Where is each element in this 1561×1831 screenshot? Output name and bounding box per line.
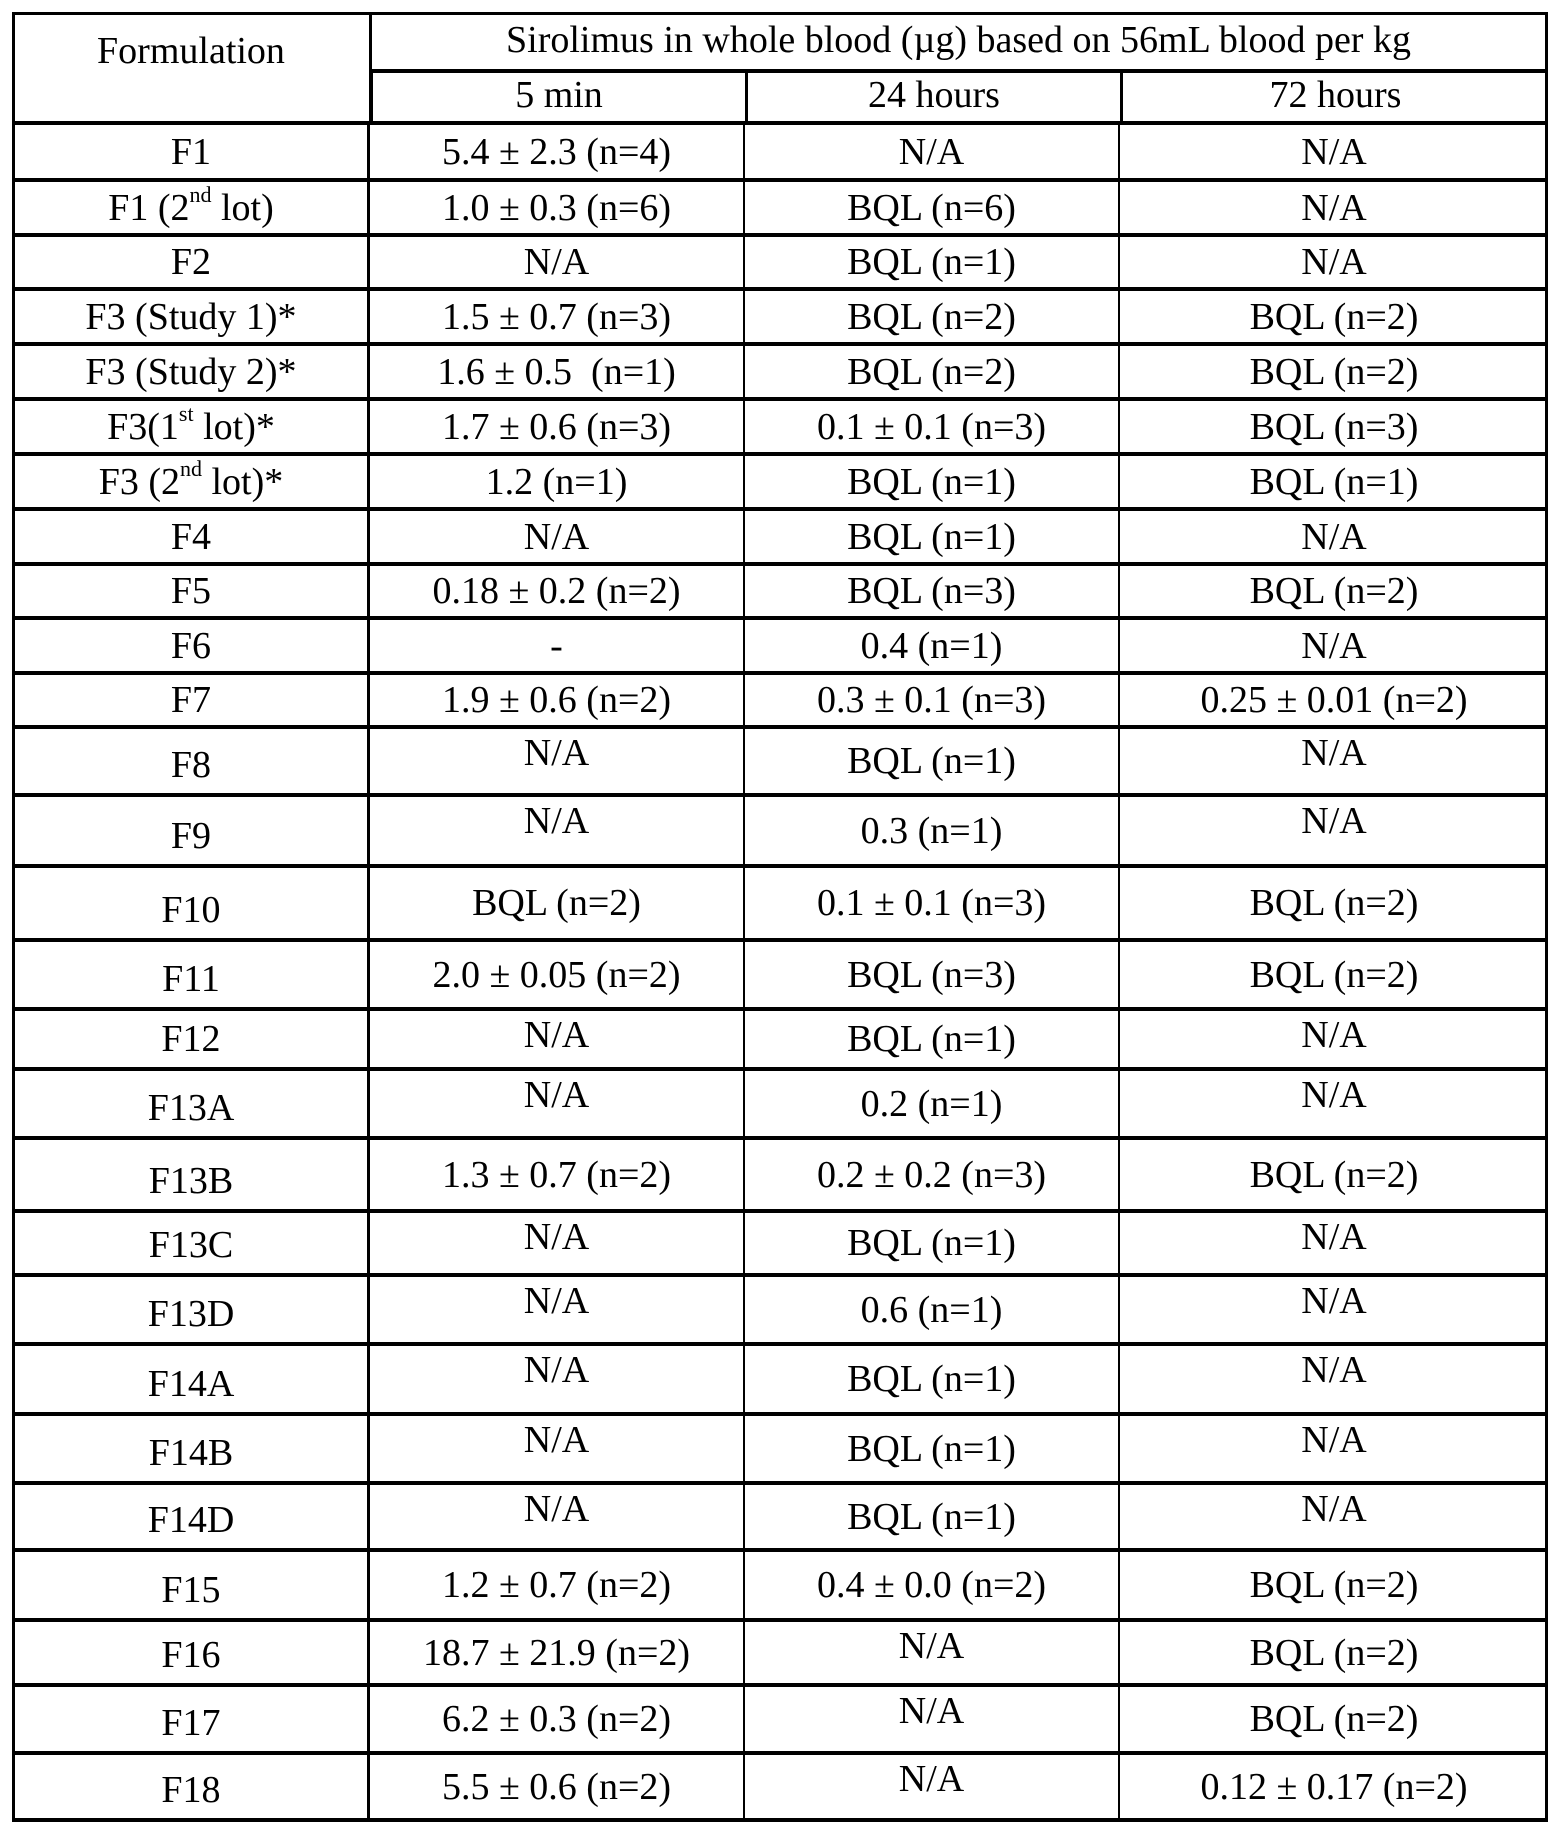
- cell-value: 0.3 ± 0.1 (n=3): [816, 679, 1047, 721]
- formulation-suffix: lot): [211, 186, 274, 229]
- table-row: [15, 1273, 1545, 1342]
- table-row: [15, 725, 1545, 793]
- formulation-cell: [15, 1622, 367, 1683]
- formulation-cell: [15, 125, 367, 178]
- formulation-cell: [15, 1213, 367, 1273]
- cell-value: BQL (n=1): [847, 241, 1016, 283]
- value-72h-cell: [1118, 291, 1548, 342]
- value-72h-cell: [1118, 942, 1548, 1007]
- value-5min-cell: [367, 729, 743, 793]
- value-24h-cell: [743, 1213, 1118, 1273]
- value-5min-cell: [367, 291, 743, 342]
- formulation-label: F13B: [148, 1160, 234, 1202]
- value-24h-cell: [743, 125, 1118, 178]
- formulation-cell: [15, 1277, 367, 1342]
- cell-value: 0.2 (n=1): [860, 1082, 1003, 1125]
- formulation-label: F13C: [148, 1224, 234, 1266]
- formulation-label: F5: [170, 570, 212, 612]
- value-72h-cell: [1118, 182, 1548, 233]
- table-row: [15, 178, 1545, 233]
- cell-value: N/A: [1301, 1216, 1367, 1258]
- value-72h-cell: [1118, 1755, 1548, 1818]
- value-24h-cell: [743, 868, 1118, 938]
- formulation-suffix: lot)*: [193, 405, 275, 448]
- value-72h-cell: [1118, 511, 1548, 562]
- value-24h-cell: [743, 1071, 1118, 1136]
- formulation-label: F14A: [147, 1363, 235, 1405]
- formulation-label: F15: [161, 1569, 221, 1611]
- formulation-cell: [15, 1687, 367, 1751]
- table-row: [15, 233, 1545, 287]
- formulation-cell: [15, 346, 367, 397]
- table-row: [15, 864, 1545, 938]
- cell-value: BQL (n=1): [847, 1495, 1016, 1538]
- formulation-label: F9: [170, 815, 212, 857]
- cell-value: 0.18 ± 0.2 (n=2): [432, 570, 681, 612]
- value-24h-cell: [743, 346, 1118, 397]
- table-row: [15, 1683, 1545, 1751]
- formulation-cell: [15, 1346, 367, 1412]
- formulation-suffix: lot)*: [202, 460, 284, 503]
- value-5min-cell: [367, 1485, 743, 1548]
- cell-value: BQL (n=1): [847, 1018, 1016, 1060]
- value-24h-cell: [743, 1277, 1118, 1342]
- table-row: [15, 287, 1545, 342]
- value-5min-cell: [367, 511, 743, 562]
- value-24h-cell: [743, 1622, 1118, 1683]
- cell-value: N/A: [1301, 800, 1367, 842]
- table-row: [15, 1067, 1545, 1136]
- cell-value: 1.3 ± 0.7 (n=2): [441, 1153, 672, 1196]
- table-body: [12, 121, 1548, 1822]
- formulation-cell: [15, 511, 367, 562]
- cell-value: 1.0 ± 0.3 (n=6): [441, 186, 672, 229]
- value-24h-cell: [743, 182, 1118, 233]
- formulation-label: F12: [161, 1018, 221, 1060]
- value-5min-cell: [367, 675, 743, 725]
- formulation-superscript: nd: [189, 181, 212, 207]
- cell-value: 0.4 (n=1): [860, 624, 1003, 667]
- cell-value: 0.4 ± 0.0 (n=2): [816, 1564, 1047, 1606]
- cell-value: N/A: [523, 1014, 590, 1056]
- value-24h-cell: [743, 942, 1118, 1007]
- value-24h-cell: [743, 1552, 1118, 1618]
- cell-value: BQL (n=2): [847, 295, 1016, 338]
- formulation-cell: [15, 942, 367, 1007]
- value-72h-cell: [1118, 729, 1548, 793]
- sirolimus-group-header: Sirolimus in whole blood (µg) based on 56mL blood per kg: [369, 15, 1545, 69]
- cell-value: BQL (n=1): [847, 515, 1016, 558]
- formulation-cell: [15, 237, 367, 287]
- value-24h-cell: [743, 797, 1118, 864]
- cell-value: N/A: [1301, 186, 1367, 229]
- cell-value: BQL (n=6): [847, 186, 1016, 229]
- cell-value: N/A: [1301, 241, 1367, 283]
- cell-value: N/A: [898, 1625, 965, 1667]
- cell-value: 1.2 ± 0.7 (n=2): [441, 1564, 672, 1606]
- value-72h-cell: [1118, 1687, 1548, 1751]
- cell-value: BQL (n=3): [847, 570, 1016, 612]
- table-row: [15, 1342, 1545, 1412]
- cell-value: BQL (n=2): [847, 350, 1016, 393]
- formulation-cell: [15, 1485, 367, 1548]
- cell-value: BQL (n=2): [1249, 1564, 1419, 1606]
- value-5min-cell: [367, 1213, 743, 1273]
- formulation-cell: [15, 1140, 367, 1209]
- value-24h-cell: [743, 1011, 1118, 1067]
- value-72h-cell: [1118, 1213, 1548, 1273]
- value-24h-cell: [743, 675, 1118, 725]
- formulation-cell: [15, 868, 367, 938]
- value-24h-cell: [743, 1416, 1118, 1481]
- cell-value: 0.12 ± 0.17 (n=2): [1200, 1765, 1468, 1808]
- cell-value: N/A: [1301, 624, 1367, 667]
- cell-value: -: [550, 624, 563, 667]
- formulation-label: F13D: [147, 1293, 235, 1335]
- value-72h-cell: [1118, 620, 1548, 671]
- cell-value: 0.25 ± 0.01 (n=2): [1200, 679, 1468, 721]
- formulation-superscript: st: [178, 400, 194, 426]
- cell-value: 1.5 ± 0.7 (n=3): [441, 295, 672, 338]
- cell-value: BQL (n=1): [1249, 460, 1419, 503]
- timepoint-header-72h: 72 hours: [1120, 69, 1548, 124]
- formulation-label: F17: [161, 1702, 221, 1744]
- formulation-label: F10: [161, 889, 221, 931]
- table-row: [15, 121, 1545, 178]
- formulation-cell: [15, 620, 367, 671]
- value-72h-cell: [1118, 456, 1548, 507]
- formulation-label: F3 (Study 1)*: [85, 295, 297, 338]
- table-row: [15, 507, 1545, 562]
- value-72h-cell: [1118, 675, 1548, 725]
- value-24h-cell: [743, 511, 1118, 562]
- formulation-label: F11: [162, 958, 220, 1000]
- cell-value: N/A: [523, 1280, 590, 1322]
- cell-value: 5.5 ± 0.6 (n=2): [441, 1765, 672, 1808]
- table-row: [15, 1209, 1545, 1273]
- value-72h-cell: [1118, 1011, 1548, 1067]
- value-5min-cell: [367, 401, 743, 452]
- sirolimus-blood-table: [12, 12, 1548, 1822]
- formulation-cell: [15, 1011, 367, 1067]
- formulation-cell: [15, 1552, 367, 1618]
- value-5min-cell: [367, 1755, 743, 1818]
- value-5min-cell: [367, 1622, 743, 1683]
- table-row: [15, 938, 1545, 1007]
- formulation-superscript: nd: [180, 455, 202, 481]
- timepoint-header-5min: 5 min: [369, 69, 745, 124]
- table-row: [15, 671, 1545, 725]
- cell-value: N/A: [1301, 1488, 1367, 1530]
- value-5min-cell: [367, 566, 743, 616]
- value-72h-cell: [1118, 1552, 1548, 1618]
- cell-value: 1.6 ± 0.5 (n=1): [437, 350, 676, 393]
- cell-value: 1.9 ± 0.6 (n=2): [441, 679, 672, 721]
- cell-value: BQL (n=1): [847, 1222, 1016, 1264]
- formulation-cell: [15, 182, 367, 233]
- timepoint-header-24h: 24 hours: [745, 69, 1120, 124]
- table-row: [15, 397, 1545, 452]
- formulation-column-header: Formulation: [97, 30, 285, 72]
- table-row: [15, 1618, 1545, 1683]
- value-72h-cell: [1118, 1416, 1548, 1481]
- formulation-label: F18: [161, 1769, 221, 1811]
- cell-value: N/A: [523, 1488, 590, 1530]
- cell-value: BQL (n=2): [1249, 1153, 1419, 1196]
- cell-value: N/A: [1301, 1014, 1367, 1056]
- cell-value: N/A: [523, 515, 590, 558]
- cell-value: N/A: [1301, 515, 1367, 558]
- table-row: [15, 562, 1545, 616]
- table-row: [15, 1136, 1545, 1209]
- value-72h-cell: [1118, 237, 1548, 287]
- formulation-cell: [15, 566, 367, 616]
- value-5min-cell: [367, 797, 743, 864]
- formulation-label: F1 (2: [108, 186, 190, 229]
- cell-value: BQL (n=1): [847, 1358, 1016, 1400]
- table-row: [15, 342, 1545, 397]
- table-row: [15, 452, 1545, 507]
- cell-value: N/A: [1301, 130, 1367, 173]
- cell-value: 0.1 ± 0.1 (n=3): [816, 405, 1047, 448]
- formulation-cell: [15, 1755, 367, 1818]
- value-24h-cell: [743, 237, 1118, 287]
- value-5min-cell: [367, 456, 743, 507]
- cell-value: N/A: [898, 1690, 965, 1732]
- value-5min-cell: [367, 1011, 743, 1067]
- value-5min-cell: [367, 620, 743, 671]
- value-5min-cell: [367, 1552, 743, 1618]
- cell-value: N/A: [523, 732, 590, 774]
- formulation-label: F7: [170, 679, 212, 721]
- value-24h-cell: [743, 401, 1118, 452]
- value-24h-cell: [743, 566, 1118, 616]
- cell-value: 1.7 ± 0.6 (n=3): [441, 405, 672, 448]
- value-72h-cell: [1118, 1277, 1548, 1342]
- cell-value: N/A: [523, 1349, 590, 1391]
- formulation-cell: [15, 797, 367, 864]
- formulation-label: F16: [161, 1634, 221, 1676]
- value-72h-cell: [1118, 1140, 1548, 1209]
- cell-value: N/A: [523, 1074, 590, 1116]
- formulation-label: F14B: [148, 1432, 234, 1474]
- formulation-label: F4: [170, 515, 212, 558]
- cell-value: BQL (n=3): [1249, 405, 1419, 448]
- cell-value: BQL (n=2): [1249, 1698, 1419, 1740]
- formulation-cell: [15, 1416, 367, 1481]
- formulation-cell: [15, 456, 367, 507]
- value-24h-cell: [743, 1140, 1118, 1209]
- value-72h-cell: [1118, 346, 1548, 397]
- formulation-cell: [15, 675, 367, 725]
- value-5min-cell: [367, 182, 743, 233]
- value-72h-cell: [1118, 1346, 1548, 1412]
- value-5min-cell: [367, 1416, 743, 1481]
- cell-value: N/A: [1301, 1419, 1367, 1461]
- cell-value: BQL (n=2): [472, 882, 641, 924]
- cell-value: 0.2 ± 0.2 (n=3): [816, 1153, 1047, 1196]
- value-24h-cell: [743, 291, 1118, 342]
- cell-value: 1.2 (n=1): [485, 460, 628, 503]
- value-5min-cell: [367, 1140, 743, 1209]
- table-row: [15, 1412, 1545, 1481]
- cell-value: BQL (n=1): [847, 1427, 1016, 1470]
- formulation-label: F2: [170, 241, 212, 283]
- cell-value: BQL (n=2): [1249, 350, 1419, 393]
- cell-value: BQL (n=2): [1249, 882, 1419, 924]
- value-5min-cell: [367, 237, 743, 287]
- cell-value: BQL (n=2): [1249, 1631, 1419, 1674]
- formulation-label: F1: [170, 130, 212, 173]
- value-5min-cell: [367, 1346, 743, 1412]
- formulation-label: F14D: [147, 1499, 235, 1541]
- cell-value: 0.3 (n=1): [860, 809, 1003, 852]
- formulation-cell: [15, 401, 367, 452]
- value-24h-cell: [743, 1755, 1118, 1818]
- cell-value: 6.2 ± 0.3 (n=2): [441, 1698, 672, 1740]
- value-24h-cell: [743, 1346, 1118, 1412]
- cell-value: N/A: [1301, 1074, 1367, 1116]
- formulation-cell: [15, 291, 367, 342]
- value-5min-cell: [367, 942, 743, 1007]
- cell-value: BQL (n=2): [1249, 295, 1419, 338]
- formulation-cell: [15, 729, 367, 793]
- value-72h-cell: [1118, 1622, 1548, 1683]
- value-24h-cell: [743, 1485, 1118, 1548]
- table-row: [15, 1751, 1545, 1818]
- cell-value: N/A: [1301, 1280, 1367, 1322]
- cell-value: 5.4 ± 2.3 (n=4): [441, 130, 672, 173]
- cell-value: BQL (n=3): [847, 953, 1016, 996]
- cell-value: N/A: [523, 800, 590, 842]
- value-5min-cell: [367, 1687, 743, 1751]
- cell-value: N/A: [523, 1216, 590, 1258]
- value-72h-cell: [1118, 1485, 1548, 1548]
- formulation-label: F3 (Study 2)*: [85, 350, 297, 393]
- formulation-label: F3 (2: [98, 460, 180, 503]
- value-72h-cell: [1118, 797, 1548, 864]
- cell-value: BQL (n=2): [1249, 570, 1419, 612]
- value-5min-cell: [367, 1277, 743, 1342]
- table-row: [15, 1481, 1545, 1548]
- formulation-label: F6: [170, 624, 212, 667]
- formulation-label: F13A: [147, 1087, 235, 1129]
- value-24h-cell: [743, 729, 1118, 793]
- value-72h-cell: [1118, 125, 1548, 178]
- formulation-cell: [15, 1071, 367, 1136]
- cell-value: 18.7 ± 21.9 (n=2): [422, 1631, 691, 1674]
- cell-value: N/A: [523, 1419, 590, 1461]
- cell-value: N/A: [1301, 732, 1367, 774]
- value-5min-cell: [367, 1071, 743, 1136]
- value-72h-cell: [1118, 566, 1548, 616]
- cell-value: N/A: [1301, 1349, 1367, 1391]
- cell-value: BQL (n=1): [847, 460, 1016, 503]
- cell-value: BQL (n=1): [847, 740, 1016, 782]
- value-5min-cell: [367, 346, 743, 397]
- formulation-label: F8: [170, 744, 212, 786]
- value-24h-cell: [743, 1687, 1118, 1751]
- cell-value: N/A: [523, 241, 590, 283]
- cell-value: 0.6 (n=1): [860, 1288, 1003, 1331]
- value-72h-cell: [1118, 868, 1548, 938]
- cell-value: 0.1 ± 0.1 (n=3): [816, 882, 1047, 924]
- table-row: [15, 616, 1545, 671]
- value-24h-cell: [743, 620, 1118, 671]
- value-5min-cell: [367, 125, 743, 178]
- cell-value: 2.0 ± 0.05 (n=2): [432, 953, 681, 996]
- cell-value: N/A: [898, 1758, 965, 1800]
- table-header: [12, 12, 1548, 121]
- value-72h-cell: [1118, 1071, 1548, 1136]
- cell-value: BQL (n=2): [1249, 953, 1419, 996]
- table-row: [15, 1548, 1545, 1618]
- value-72h-cell: [1118, 401, 1548, 452]
- cell-value: N/A: [898, 130, 965, 173]
- table-row: [15, 793, 1545, 864]
- formulation-label: F3(1: [107, 405, 179, 448]
- value-24h-cell: [743, 456, 1118, 507]
- table-row: [15, 1007, 1545, 1067]
- value-5min-cell: [367, 868, 743, 938]
